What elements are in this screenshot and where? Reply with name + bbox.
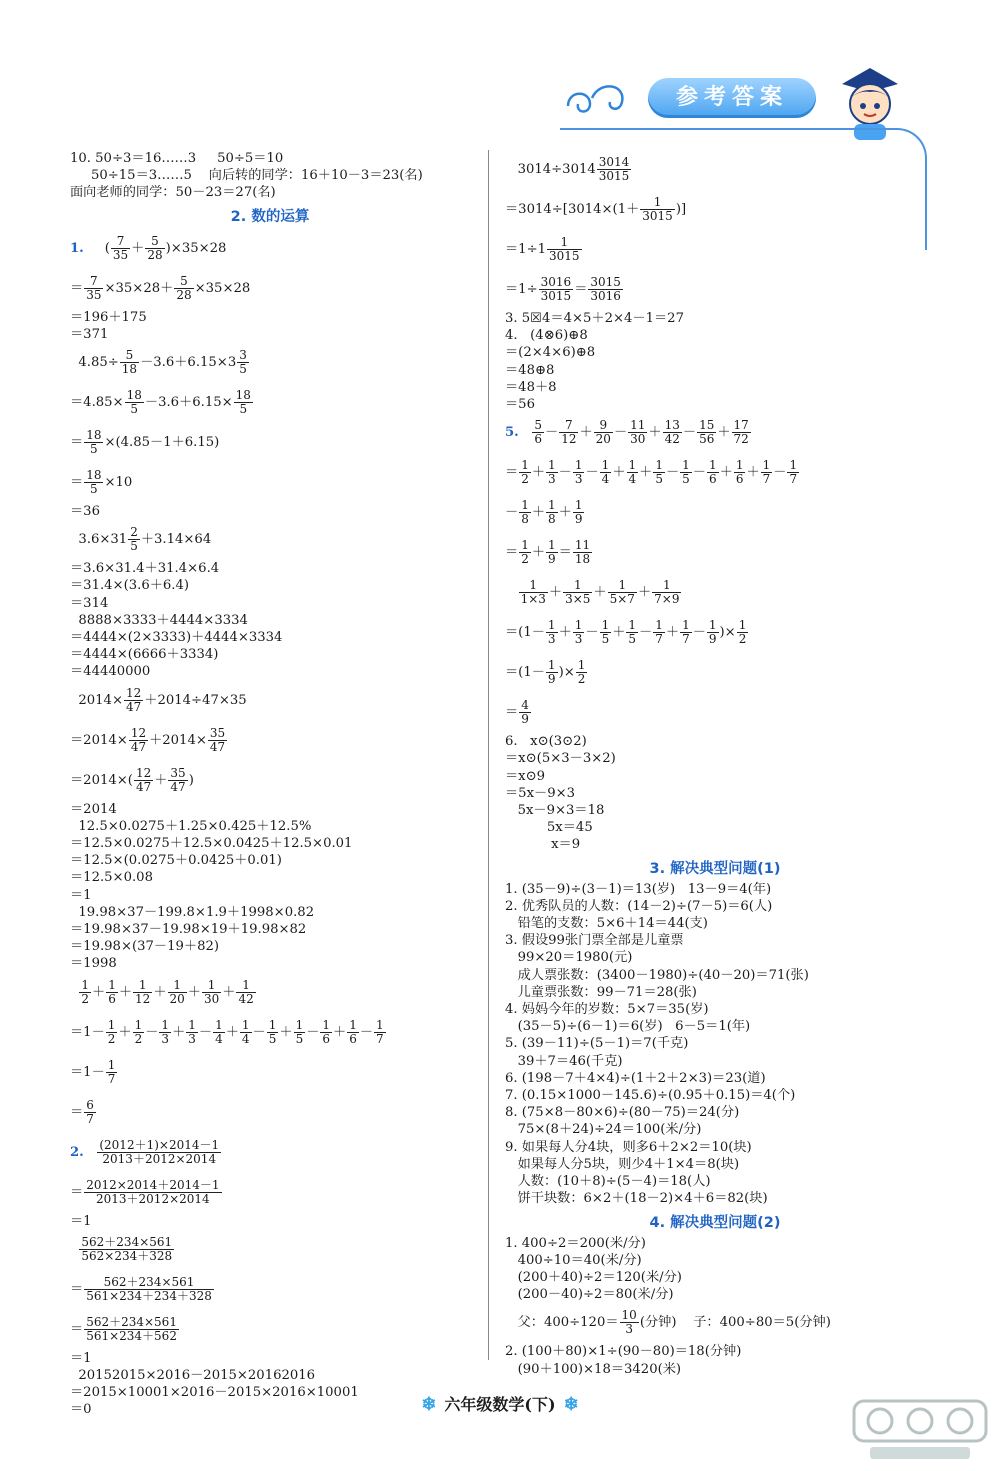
answer-line: ＝12.5×(0.0275＋0.0425＋0.01) [70, 853, 282, 869]
answer-line: 50÷15＝3……5 向后转的同学：16＋10－3＝23(名) [70, 168, 423, 184]
answer-line: 4. (4⊗6)⊕8 [505, 328, 588, 344]
answer-line: 5x－9×3＝18 [505, 803, 605, 819]
expression-line: ＝1－ $\frac{1}{7}$ [70, 1057, 116, 1086]
expression-line: ＝ $\frac{562+234\times 561}{561\times 234+562}$ [70, 1314, 177, 1343]
answer-line: ＝2014 [70, 801, 117, 817]
answer-line: ＝12.5×0.0275＋12.5×0.0425＋12.5×0.01 [70, 836, 353, 852]
answer-line: ＝1998 [70, 956, 117, 972]
answer-line: ＝314 [70, 595, 109, 611]
answer-line: ＝371 [70, 326, 109, 342]
answer-line: 5. (39－11)÷(5－1)＝7(千克) [505, 1036, 689, 1052]
answer-line: ＝56 [505, 397, 535, 413]
answer-line: 7. (0.15×1000－145.6)÷(0.95＋0.15)＝4(个) [505, 1088, 796, 1104]
expression-line: ＝2014× $\frac{12}{47}$ ＋2014× $\frac{35}{47}$ [70, 725, 226, 754]
expression-line: ＝ $\frac{7}{35}$ ×35×28＋ $\frac{5}{28}$ ×35×28 [70, 273, 251, 302]
answer-line: 8888×3333＋4444×3334 [70, 612, 248, 628]
expression-line: 3.6×31 $\frac{2}{5}$ ＋3.14×64 [70, 525, 212, 554]
answer-line: 75×(8＋24)÷24＝100(米/分) [505, 1122, 702, 1138]
expression-line: ＝4.85× $\frac{18}{5}$ －3.6＋6.15× $\frac{18}{5}$ [70, 388, 251, 417]
swirl-ornament-icon [560, 76, 640, 124]
expression-line: ＝ $\frac{562+234\times 561}{561\times 234+234+328}$ [70, 1274, 212, 1303]
answer-line: ＝48＋8 [505, 379, 557, 395]
expression-line: ＝ $\frac{18}{5}$ ×10 [70, 468, 133, 497]
answer-line: 饼干块数：6×2＋(18－2)×4＋6＝82(块) [505, 1191, 768, 1207]
answer-line: 12.5×0.0275＋1.25×0.425＋12.5% [70, 818, 312, 834]
expression-line: ＝1÷ $\frac{3016}{3015}$ ＝ $\frac{3015}{3016}$ [505, 275, 621, 303]
answer-line: ＝44440000 [70, 664, 151, 680]
answer-line: 1. 400÷2＝200(米/分) [505, 1235, 646, 1251]
answer-line: 4. 妈妈今年的岁数：5×7＝35(岁) [505, 1002, 709, 1018]
right-column [505, 150, 925, 1378]
answer-line: 19.98×37－199.8×1.9＋1998×0.82 [70, 904, 315, 920]
expression-line: $\frac{562+234\times 561}{562\times 234+328}$ [81, 1234, 173, 1263]
answer-line: ＝31.4×(3.6＋6.4) [70, 578, 190, 594]
expression-line: － $\frac{1}{8}$ ＋ $\frac{1}{8}$ ＋ $\frac{1}{9}$ [505, 498, 583, 527]
expression-line: 4.85÷ $\frac{5}{18}$ －3.6＋6.15×3 $\frac{3}{5}$ [70, 348, 247, 377]
answer-line: (35－5)÷(6－1)＝6(岁) 6－5＝1(年) [505, 1019, 751, 1035]
expression-line: $\frac{1}{1\times 3}$ ＋ $\frac{1}{3\times 5}$ ＋ $\frac{1}{5\times 7}$ ＋ $\frac{1}{7\times 9}$ [520, 578, 680, 607]
answer-line: 人数：(10＋8)÷(5－4)＝18(人) [505, 1174, 711, 1190]
expression-line: ＝(1－ $\frac{1}{3}$ ＋ $\frac{1}{3}$ － $\frac{1}{5}$ ＋ $\frac{1}{5}$ － $\frac{1}{7}$ ＋ $\frac{1}{7}$ － $\frac{1}{9}$ )× $\frac{1}{2}$ [505, 618, 747, 647]
answer-line: ＝19.98×(37－19＋82) [70, 939, 219, 955]
answer-line: 儿童票张数：99－71＝28(张) [505, 984, 697, 1000]
section-heading: 3. 解决典型问题(1) [649, 860, 781, 877]
answer-line: ＝36 [70, 504, 100, 520]
expression-line: ＝ $\frac{6}{7}$ [70, 1097, 94, 1126]
answer-line: ＝196＋175 [70, 309, 147, 325]
grade-label: 六年级数学(下) [444, 1395, 556, 1414]
expression-line: 3014÷3014 $\frac{3014}{3015}$ [505, 155, 630, 183]
answer-line: ＝1 [70, 1350, 92, 1366]
expression-line: 1. ( $\frac{7}{35}$ ＋ $\frac{5}{28}$ )×35×28 [70, 233, 227, 262]
answer-line: (200－40)÷2＝80(米/分) [505, 1287, 674, 1303]
expression-line: 父：400÷120＝ $\frac{10}{3}$ (分钟) 子：400÷80＝5(分钟) [505, 1308, 831, 1337]
answer-line: 39＋7＝46(千克) [505, 1053, 623, 1069]
answer-line: 8. (75×8－80×6)÷(80－75)＝24(分) [505, 1105, 740, 1121]
expression-line: ＝ $\frac{1}{2}$ ＋ $\frac{1}{9}$ ＝ $\frac{11}{18}$ [505, 538, 591, 567]
answer-line: ＝4444×(2×3333)＋4444×3334 [70, 630, 283, 646]
answer-line: ＝3.6×31.4＋31.4×6.4 [70, 561, 220, 577]
answer-line: 1. (35－9)÷(3－1)＝13(岁) 13－9＝4(年) [505, 881, 772, 897]
expression-line: 2014× $\frac{12}{47}$ ＋2014÷47×35 [70, 685, 247, 714]
expression-line: 5. $\frac{5}{6}$ － $\frac{7}{12}$ ＋ $\frac{9}{20}$ － $\frac{11}{30}$ ＋ $\frac{13}{42}$ － $\frac{15}{56}$ ＋ $\frac{17}{72}$ [505, 418, 749, 447]
answer-line: 20152015×2016－2015×20162016 [70, 1368, 316, 1384]
expression-line: ＝ $\frac{1}{2}$ ＋ $\frac{1}{3}$ － $\frac{1}{3}$ － $\frac{1}{4}$ ＋ $\frac{1}{4}$ ＋ $\frac{1}{5}$ － $\frac{1}{5}$ － $\frac{1}{6}$ ＋ $\frac{1}{6}$ ＋ $\frac{1}{7}$ － $\frac{1}{7}$ [505, 458, 798, 487]
section-heading: 4. 解决典型问题(2) [649, 1214, 781, 1231]
expression-line: $\frac{1}{2}$ ＋ $\frac{1}{6}$ ＋ $\frac{1}{12}$ ＋ $\frac{1}{20}$ ＋ $\frac{1}{30}$ ＋ $\frac{1}{42}$ [81, 977, 254, 1006]
answer-line: 3. 假设99张门票全部是儿童票 [505, 933, 684, 949]
answer-line: 6. (198－7＋4×4)÷(1＋2＋2×3)＝23(道) [505, 1070, 766, 1086]
answer-line: 铅笔的支数：5×6＋14＝44(支) [505, 916, 708, 932]
answer-line: 2. (100＋80)×1÷(90－80)＝18(分钟) [505, 1344, 742, 1360]
answer-line: ＝5x－9×3 [505, 785, 576, 801]
answer-line: 99×20＝1980(元) [505, 950, 633, 966]
answer-line: 400÷10＝40(米/分) [505, 1252, 642, 1268]
page-title: 参考答案 [648, 78, 816, 118]
answer-line: ＝2015×10001×2016－2015×2016×10001 [70, 1385, 359, 1401]
left-column [70, 150, 470, 1419]
section-heading: 2. 数的运算 [230, 208, 310, 225]
answer-line: ＝1 [70, 1213, 92, 1229]
answer-line: 如果每人分5块，则少4＋1×4＝8(块) [505, 1156, 740, 1172]
answer-line: (90＋100)×18＝3420(米) [505, 1361, 682, 1377]
answer-line: 2. 优秀队员的人数：(14－2)÷(7－5)＝6(人) [505, 898, 773, 914]
snowflake-icon: ❄ [563, 1394, 579, 1415]
expression-line: ＝ $\frac{4}{9}$ [505, 698, 529, 727]
watermark-logo-icon [850, 1395, 990, 1465]
expression-line: ＝2014×( $\frac{12}{47}$ ＋ $\frac{35}{47}$ ) [70, 765, 194, 794]
answer-line: 成人票张数：(3400－1980)÷(40－20)＝71(张) [505, 967, 809, 983]
answer-line: ＝48⊕8 [505, 362, 555, 378]
expression-line: 2. $\frac{(2012+1)\times 2014-1}{2013+2012\times 2014}$ [70, 1137, 220, 1166]
answer-line: 6. x⊙(3⊙2) [505, 734, 587, 750]
answer-line: ＝x⊙9 [505, 768, 546, 784]
expression-line: ＝3014÷[3014×(1＋ $\frac{1}{3015}$ )] [505, 195, 687, 223]
snowflake-icon: ❄ [421, 1394, 437, 1415]
answer-line: ＝(2×4×6)⊕8 [505, 345, 596, 361]
answer-line: 9. 如果每人分4块，则多6＋2×2＝10(块) [505, 1139, 752, 1155]
answer-line: ＝0 [70, 1402, 92, 1418]
answer-line: ＝x⊙(5×3－3×2) [505, 751, 616, 767]
answer-line: 3. 5☒4＝4×5＋2×4－1＝27 [505, 311, 684, 326]
expression-line: ＝ $\frac{18}{5}$ ×(4.85－1＋6.15) [70, 428, 220, 457]
expression-line: ＝(1－ $\frac{1}{9}$ )× $\frac{1}{2}$ [505, 658, 586, 687]
answer-line: x＝9 [505, 837, 581, 853]
answer-line: 5x＝45 [505, 820, 593, 836]
column-divider [488, 150, 489, 1360]
answer-line: ＝1 [70, 887, 92, 903]
answer-line: (200＋40)÷2＝120(米/分) [505, 1269, 682, 1285]
answer-line: ＝4444×(6666＋3334) [70, 647, 219, 663]
answer-line: 10. 50÷3＝16……3 50÷5＝10 [70, 151, 284, 166]
answer-line: ＝12.5×0.08 [70, 870, 153, 886]
answer-line: ＝19.98×37－19.98×19＋19.98×82 [70, 922, 307, 938]
answer-line: 面向老师的同学：50－23＝27(名) [70, 185, 276, 201]
expression-line: ＝1－ $\frac{1}{2}$ ＋ $\frac{1}{2}$ － $\frac{1}{3}$ ＋ $\frac{1}{3}$ － $\frac{1}{4}$ ＋ $\frac{1}{4}$ － $\frac{1}{5}$ ＋ $\frac{1}{5}$ － $\frac{1}{6}$ ＋ $\frac{1}{6}$ － $\frac{1}{7}$ [70, 1017, 384, 1046]
expression-line: ＝1÷1 $\frac{1}{3015}$ [505, 235, 580, 263]
expression-line: ＝ $\frac{2012\times 2014+2014-1}{2013+2012\times 2014}$ [70, 1177, 220, 1206]
